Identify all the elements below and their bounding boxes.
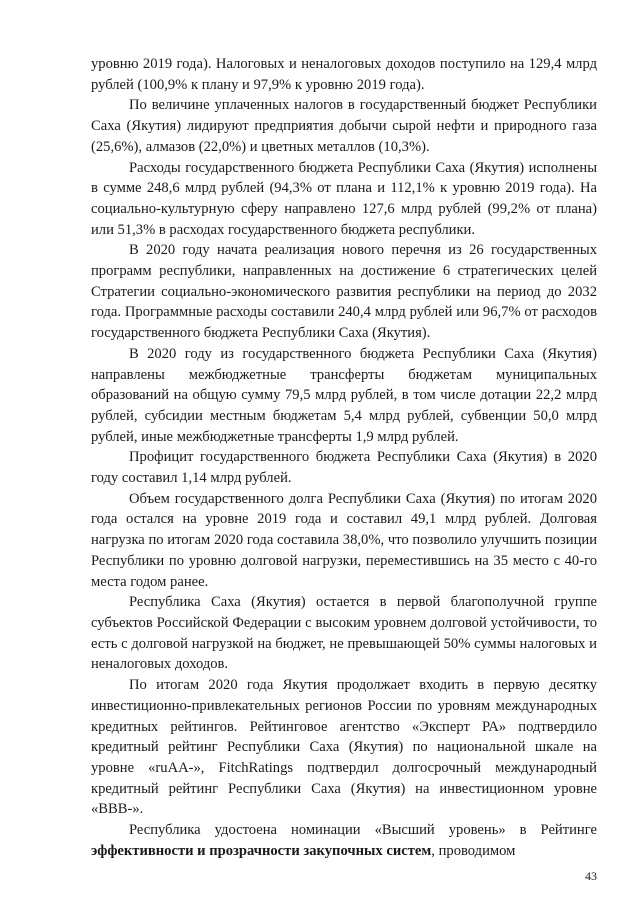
procurement-bold-text: эффективности и прозрачности закупочных систем: [91, 842, 432, 859]
paragraph-expenses: Расходы государственного бюджета Республики Саха (Якутия) исполнены в сумме 248,6 млрд рублей (94,3% от плана и 112,1% к уровню 2019 года). На социально-культурную сферу направлено 127,6 млрд рублей (99,2% от плана) или 51,3% в расходах государственного бюджета республики.: [91, 159, 597, 238]
paragraph-procurement-rating: [91, 820, 597, 861]
paragraph-credit-ratings: По итогам 2020 года Якутия продолжает входить в первую десятку инвестиционно-привлекательных регионов России по уровням международных кредитных рейтингов. Рейтинговое агентство «Эксперт РА» подтвердило кредитный рейтинг Республики Саха (Якутия) по национальной шкале на уровне «ruAA-», FitchRatings подтвердил долгосрочный международный кредитный рейтинг Республики Саха (Якутия) на инвестиционном уровне «BBB-».: [91, 677, 597, 818]
paragraph-public-debt: Объем государственного долга Республики Саха (Якутия) по итогам 2020 года остался на уровне 2019 года и составил 49,1 млрд рублей. Долговая нагрузка по итогам 2020 года составила 38,0%, что позволило улучшить позиции Республики по уровню долговой нагрузки, переместившись на 35 место с 40-го места годом ранее.: [91, 490, 597, 590]
paragraph-state-programs: В 2020 году начата реализация нового перечня из 26 государственных программ республики, направленных на достижение 6 стратегических целей Стратегии социально-экономического развития республики на период до 2032 года. Программные расходы составили 240,4 млрд рублей или 96,7% от расходов государственного бюджета Республики Саха (Якутия).: [91, 242, 597, 342]
document-body: [91, 54, 597, 861]
procurement-lead-text: Республика удостоена номинации «Высший уровень» в Рейтинге: [129, 822, 597, 839]
paragraph-surplus: Профицит государственного бюджета Республики Саха (Якутия) в 2020 году составил 1,14 млрд рублей.: [91, 449, 597, 487]
paragraph-transfers: В 2020 году из государственного бюджета Республики Саха (Якутия) направлены межбюджетные трансферты бюджетам муниципальных образований на общую сумму 79,5 млрд рублей, в том числе дотации 22,2 млрд рублей, субсидии местным бюджетам 5,4 млрд рублей, субвенции 50,0 млрд рублей, иные межбюджетные трансферты 1,9 млрд рублей.: [91, 345, 597, 445]
paragraph-continuation: уровню 2019 года). Налоговых и неналоговых доходов поступило на 129,4 млрд рублей (100,9% к плану и 97,9% к уровню 2019 года).: [91, 56, 597, 93]
paragraph-taxes-leaders: По величине уплаченных налогов в государственный бюджет Республики Саха (Якутия) лидируют предприятия добычи сырой нефти и природного газа (25,6%), алмазов (22,0%) и цветных металлов (10,3%).: [91, 97, 597, 155]
procurement-tail-text: , проводимом: [431, 842, 516, 859]
page-number: 43: [585, 869, 597, 883]
paragraph-debt-sustainability: Республика Саха (Якутия) остается в первой благополучной группе субъектов Российской Федерации с высоким уровнем долговой устойчивости, то есть с долговой нагрузкой на бюджет, не превышающей 50% суммы налоговых и неналоговых доходов.: [91, 594, 597, 673]
